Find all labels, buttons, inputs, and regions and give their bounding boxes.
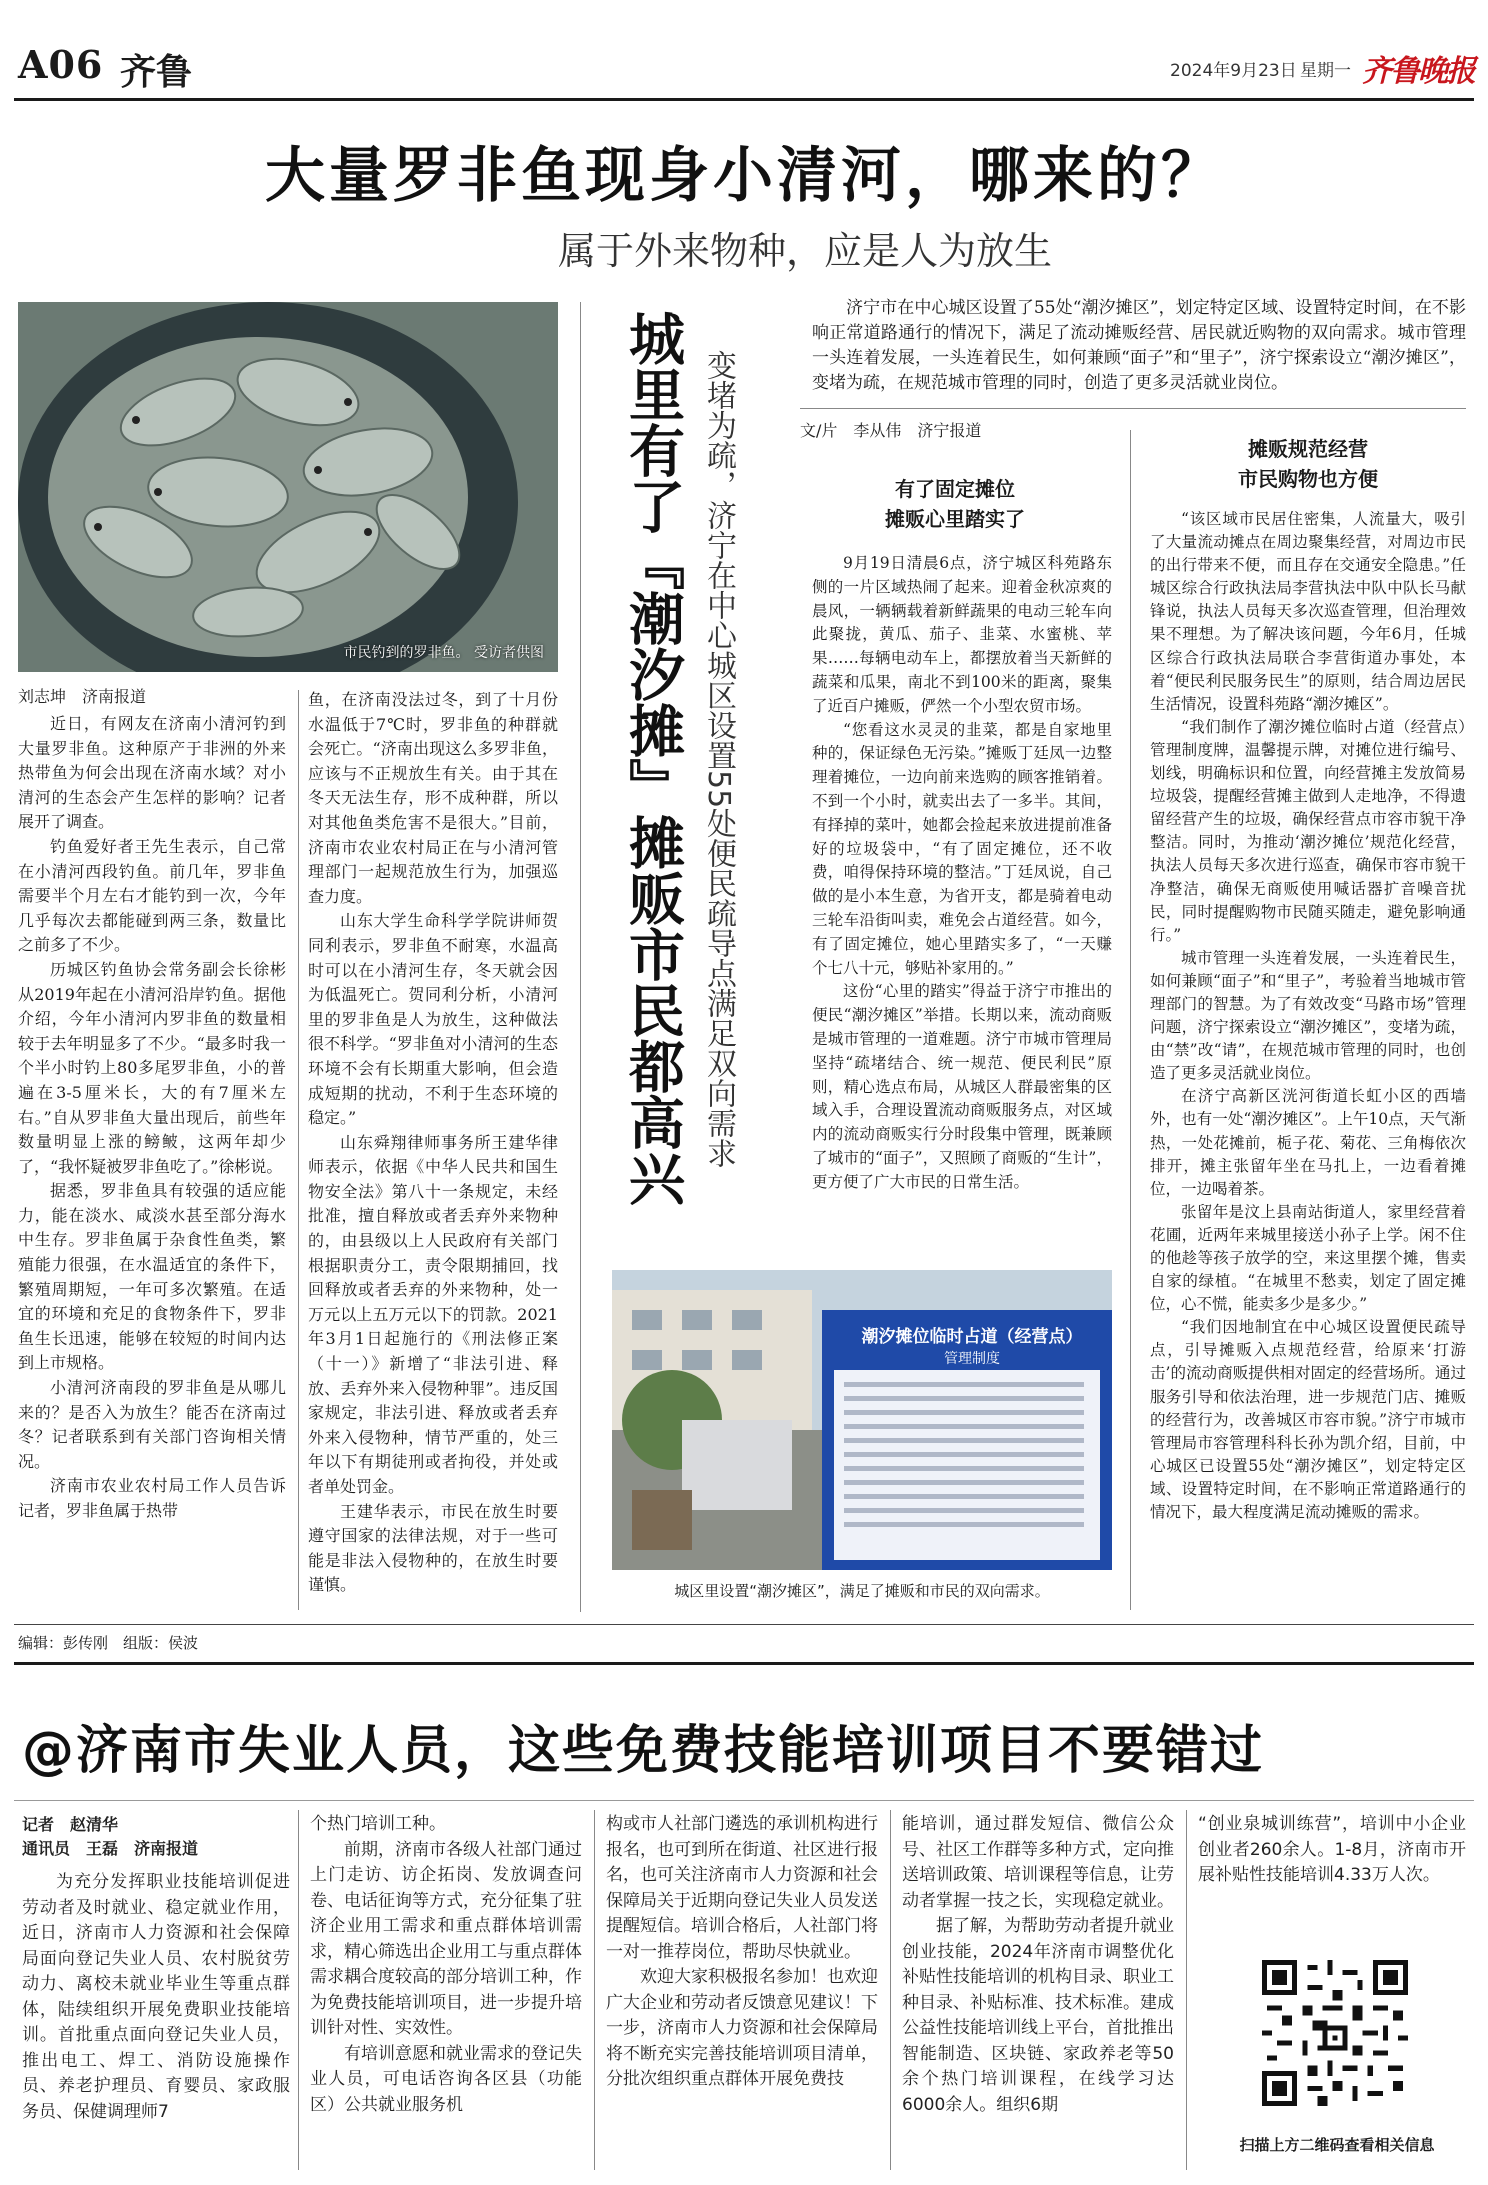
fish-photo-caption: 市民钓到的罗非鱼。 受访者供图 (343, 645, 544, 661)
paragraph: 在济宁高新区洸河街道长虹小区的西墙外，也有一处“潮汐摊区”。上午10点，天气渐热，一处花摊前，栀子花、菊花、三角梅依次排开，摊主张留年坐在马扎上，一边看着摊位，一边喝着茶。 (1150, 1087, 1466, 1198)
story3-column-4 (902, 1812, 1174, 2118)
paragraph: 近日，有网友在济南小清河钓到大量罗非鱼。这种原产于非洲的外来热带鱼为何会出现在济南水域？对小清河的生态会产生怎样的影响？记者展开了调查。 (18, 714, 286, 832)
paragraph: 济南市农业农村局工作人员告诉记者，罗非鱼属于热带 (18, 1476, 286, 1520)
story3-rule (14, 1662, 1474, 1665)
story1-headline: 大量罗非鱼现身小清河，哪来的？ (265, 141, 1225, 211)
story2-byline: 文/片 李从伟 济宁报道 (800, 421, 982, 440)
column-divider (1186, 1810, 1187, 2170)
story3-column-2 (310, 1812, 582, 2118)
page-number: A06 (18, 42, 104, 87)
section-name: 齐鲁 (120, 52, 193, 93)
fish-photo (18, 302, 558, 672)
qr-caption: 扫描上方二维码查看相关信息 (1239, 2136, 1435, 2154)
paragraph: 城市管理一头连着发展，一头连着民生，如何兼顾“面子”和“里子”，考验着当地城市管理部门的智慧。为了有效改变“马路市场”管理问题，济宁探索设立“潮汐摊区”，变堵为疏，由“禁”改“请”，在规范城市管理的同时，也创造了更多灵活就业岗位。 (1150, 948, 1466, 1083)
story2-subhead-2 (1150, 434, 1466, 494)
paragraph: 据悉，罗非鱼具有较强的适应能力，能在淡水、咸淡水甚至部分海水中生存。罗非鱼属于杂食性鱼类，繁殖能力很强，在水温适宜的条件下，繁殖周期短，一年可多次繁殖。在适宜的环境和充足的食物条件下，罗非鱼生长迅速，能够在较短的时间内达到上市规格。 (18, 1181, 286, 1373)
paragraph: “该区域市民居住密集，人流量大，吸引了大量流动摊点在周边聚集经营，对周边市民的出行带来不便，而且存在交通安全隐患。”任城区综合行政执法局李营执法中队中队长马献锋说，执法人员每天多次巡查管理，但治理效果不理想。为了解决该问题，今年6月，任城区综合行政执法局联合李营街道办事处，本着“便民利民服务民生”的原则，结合周边居民生活情况，设置科苑路“潮汐摊区”。 (1150, 510, 1466, 713)
story1-byline: 刘志坤 济南报道 (18, 687, 147, 706)
story3-column-1: 为充分发挥职业技能培训促进劳动者及时就业、稳定就业作用，近日，济南市人力资源和社会保障局面向登记失业人员、农村脱贫劳动力、离校未就业毕业生等重点群体，陆续组织开展免费职业技能培训。首批重点面向登记失业人员，推出电工、焊工、消防设施操作员、养老护理员、育婴员、家政服务员、保健调理师7 (22, 1872, 290, 2122)
section-rule (14, 1624, 1474, 1625)
story2-vertical-title: 城里有了『潮汐摊』摊贩市民都高兴 (620, 310, 685, 1206)
sign-subtitle: 管理制度 (944, 1351, 1000, 1367)
story3-byline-reporter: 记者 赵清华 (22, 1815, 119, 1834)
paragraph: 据了解，为帮助劳动者提升就业创业技能，2024年济南市调整优化补贴性技能培训的机构目录、职业工种目录、补贴标准、技术标准。建成公益性技能培训线上平台，首批推出智能制造、区块链、家政养老等50余个热门培训课程，在线学习达6000余人。组织6期 (902, 1916, 1174, 2115)
lead-rule (800, 408, 1466, 409)
column-divider (890, 1810, 891, 2170)
paragraph: 能培训，通过群发短信、微信公众号、社区工作群等多种方式，定向推送培训政策、培训课程等信息，让劳动者掌握一技之长，实现稳定就业。 (902, 1814, 1174, 1911)
story2-lead: 济宁市在中心城区设置了55处“潮汐摊区”，划定特定区域、设置特定时间，在不影响正常道路通行的情况下，满足了流动摊贩经营、居民就近购物的双向需求。城市管理一头连着发展，一头连着民生，如何兼顾“面子”和“里子”，济宁探索设立“潮汐摊区”，变堵为疏，在规范城市管理的同时，创造了更多灵活就业岗位。 (812, 298, 1466, 393)
paragraph: “您看这水灵灵的韭菜，都是自家地里种的，保证绿色无污染。”摊贩丁廷凤一边整理着摊位，一边向前来选购的顾客推销着。不到一个小时，就卖出去了一多半。其间，有择掉的菜叶，她都会捡起来放进提前准备好的垃圾袋中，“有了固定摊位，还不收费，咱得保持环境的整洁。”丁廷凤说，自己做的是小本生意，为省开支，都是骑着电动三轮车沿街叫卖，难免会占道经营。如今，有了固定摊位，她心里踏实多了，“一天赚个七八十元，够贴补家用的。” (812, 720, 1112, 977)
column-divider (1130, 430, 1131, 1610)
paragraph: 鱼，在济南没法过冬，到了十月份水温低于7℃时，罗非鱼的种群就会死亡。“济南出现这么多罗非鱼，应该与不正规放生有关。由于其在冬天无法生存，形不成种群，所以对其他鱼类危害不是很大。”目前，济南市农业农村局正在与小清河管理部门一起规范放生行为，加强巡查力度。 (308, 690, 558, 906)
column-divider (594, 1810, 595, 2170)
paragraph: 张留年是汶上县南站街道人，家里经营着花圃，近两年来城里接送小孙子上学。闲不住的他趁等孩子放学的空，来这里摆个摊，售卖自家的绿植。“在城里不愁卖，划定了固定摊位，心不慌，能卖多少是多少。” (1150, 1202, 1466, 1314)
subhead-line: 市民购物也方便 (1238, 467, 1378, 491)
story2-column-2 (1150, 508, 1466, 1524)
paragraph: 个热门培训工种。 (310, 1814, 446, 1834)
issue-date: 2024年9月23日 (1170, 61, 1297, 81)
story-divider (580, 302, 581, 1612)
paragraph: 历城区钓鱼协会常务副会长徐彬从2019年起在小清河沿岸钓鱼。据他介绍，今年小清河内罗非鱼的数量相较于去年明显多了不少。“最多时我一个半小时钓上80多尾罗非鱼，小的普遍在3-5厘米长，大的有7厘米左右。”自从罗非鱼大量出现后，前些年数量明显上涨的鳑鲏，这两年却少了，“我怀疑被罗非鱼吃了。”徐彬说。 (18, 959, 286, 1176)
qr-code[interactable] (1262, 1960, 1408, 2106)
paragraph: 钓鱼爱好者王先生表示，自己常在小清河西段钓鱼。前几年，罗非鱼需要半个月左右才能钓到一次，今年几乎每次去都能碰到两三条，数量比之前多了不少。 (18, 836, 286, 955)
story3-headline: @济南市失业人员，这些免费技能培训项目不要错过 (22, 1721, 1265, 1781)
story1-column-1 (18, 712, 286, 1524)
story3-column-5: “创业泉城训练营”，培训中小企业创业者260余人。1-8月，济南市开展补贴性技能培训4.33万人次。 (1198, 1814, 1466, 1885)
subhead-line: 摊贩规范经营 (1248, 437, 1368, 461)
paragraph: 欢迎大家积极报名参加！也欢迎广大企业和劳动者反馈意见建议！下一步，济南市人力资源和社会保障局将不断充实完善技能培训项目清单，分批次组织重点群体开展免费技 (606, 1967, 878, 2089)
story2-subhead-1 (800, 474, 1110, 534)
story3-divider (14, 1800, 1474, 1801)
paragraph: 有培训意愿和就业需求的登记失业人员，可电话咨询各区县（功能区）公共就业服务机 (310, 2043, 582, 2115)
story1-column-2 (308, 688, 558, 1598)
market-photo-caption: 城区里设置“潮汐摊区”，满足了摊贩和市民的双向需求。 (674, 1582, 1050, 1600)
paragraph: 前期，济南市各级人社部门通过上门走访、访企拓岗、发放调查问卷、电话征询等方式，充分征集了驻济企业用工需求和重点群体培训需求，精心筛选出企业用工与重点群体需求耦合度较高的部分培训工种，作为免费技能培训项目，进一步提升培训针对性、实效性。 (310, 1839, 582, 2038)
column-divider (298, 690, 299, 1610)
editor-credit: 编辑：彭传刚 组版：侯波 (18, 1634, 199, 1652)
paragraph: 9月19日清晨6点，济宁城区科苑路东侧的一片区域热闹了起来。迎着金秋凉爽的晨风，一辆辆载着新鲜蔬果的电动三轮车向此聚拢，黄瓜、茄子、韭菜、水蜜桃、苹果……每辆电动车上，都摆放着当天新鲜的蔬菜和瓜果，南北不到100米的距离，聚集了近百户摊贩，俨然一个小型农贸市场。 (812, 554, 1112, 715)
issue-weekday: 星期一 (1300, 61, 1351, 81)
paragraph: 这份“心里的踏实”得益于济宁市推出的便民“潮汐摊区”举措。长期以来，流动商贩是城市管理的一道难题。济宁市城市管理局坚持“疏堵结合、统一规范、便民利民”原则，精心选点布局，从城区人群最密集的区域入手，合理设置流动商贩服务点，对区域内的流动商贩实行分时段集中管理，既兼顾了城市的“面子”，又照顾了商贩的“生计”，更方便了广大市民的日常生活。 (812, 982, 1112, 1191)
column-divider (298, 1810, 299, 2170)
subhead-line: 摊贩心里踏实了 (885, 507, 1025, 531)
header-rule (14, 98, 1474, 101)
paragraph: 构或市人社部门遴选的承训机构进行报名，也可到所在街道、社区进行报名，也可关注济南市人力资源和社会保障局关于近期向登记失业人员发送提醒短信。培训合格后，人社部门将一对一推荐岗位，帮助尽快就业。 (606, 1814, 878, 1962)
subhead-line: 有了固定摊位 (895, 477, 1015, 501)
paragraph: “我们制作了潮汐摊位临时占道（经营点）管理制度牌，温馨提示牌，对摊位进行编号、划线，明确标识和位置，向经营摊主发放简易垃圾袋，提醒经营摊主做到人走地净，不得遗留经营产生的垃圾，确保经营点市容市貌干净整洁。同时，为推动‘潮汐摊位’规范化经营，执法人员每天多次进行巡查，确保市容市貌干净整洁，确保无商贩使用喊话器扩音噪音扰民，同时提醒购物市民随买随走，避免影响通行。” (1150, 717, 1466, 944)
story2-vertical-subtitle: 变堵为疏，济宁在中心城区设置55处便民疏导点满足双向需求 (701, 350, 736, 1169)
story2-column-1 (812, 552, 1112, 1195)
paragraph: “我们因地制宜在中心城区设置便民疏导点，引导摊贩入点规范经营，给原来‘打游击’的流动商贩提供相对固定的经营场所。通过服务引导和依法治理，进一步规范门店、摊贩的经营行为，改善城区市容市貌。”济宁市城市管理局市容管理科科长孙为凯介绍，目前，中心城区已设置55处“潮汐摊区”，划定特定区域、设置特定时间，在不影响正常道路通行的情况下，最大程度满足流动摊贩的需求。 (1150, 1318, 1466, 1522)
paragraph: 王建华表示，市民在放生时要遵守国家的法律法规，对于一些可能是非法入侵物种的，在放生时要谨慎。 (308, 1501, 558, 1595)
paragraph: 山东大学生命科学学院讲师贺同利表示，罗非鱼不耐寒，水温高时可以在小清河生存，冬天就会因为低温死亡。贺同利分析，小清河里的罗非鱼是人为放生，这种做法很不科学。“罗非鱼对小清河的生态环境不会有长期重大影响，但会造成短期的扰动，不利于生态环境的稳定。” (308, 911, 558, 1128)
paragraph: 山东舜翔律师事务所王建华律师表示，依据《中华人民共和国生物安全法》第八十一条规定，未经批准，擅自释放或者丢弃外来物种的，由县级以上人民政府有关部门根据职责分工，责令限期捕回，找回释放或者丢弃的外来物种，处一万元以上五万元以下的罚款。2021年3月1日起施行的《刑法修正案（十一）》新增了“非法引进、释放、丢弃外来入侵物种罪”。违反国家规定，非法引进、释放或者丢弃外来入侵物种，情节严重的，处三年以下有期徒刑或者拘役，并处或者单处罚金。 (308, 1132, 558, 1496)
paragraph: 小清河济南段的罗非鱼是从哪儿来的？是否入为放生？能否在济南过冬？记者联系到有关部门咨询相关情况。 (18, 1378, 286, 1471)
story3-byline-correspondent: 通讯员 王磊 济南报道 (22, 1839, 199, 1858)
story3-column-3 (606, 1812, 878, 2093)
market-photo (612, 1270, 1112, 1570)
masthead-logo: 齐鲁晚报 (1362, 54, 1474, 89)
sign-title: 潮汐摊位临时占道（经营点） (861, 1327, 1083, 1347)
story1-subhead: 属于外来物种，应是人为放生 (557, 229, 1052, 273)
